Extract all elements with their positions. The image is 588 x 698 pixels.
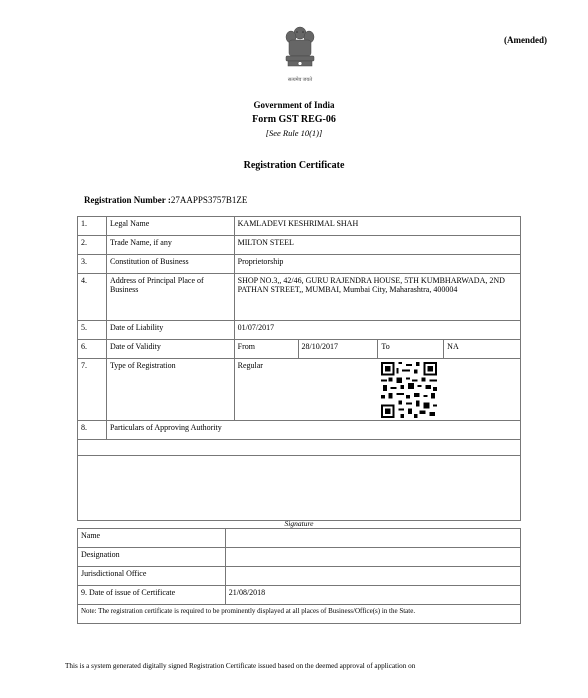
row-label: Particulars of Approving Authority bbox=[106, 421, 520, 440]
validity-from-label: From bbox=[234, 340, 298, 359]
certificate-details-table bbox=[77, 216, 521, 521]
validity-to-value: NA bbox=[444, 340, 521, 359]
authority-details-table bbox=[77, 528, 521, 624]
table-row bbox=[78, 321, 521, 340]
designation-value bbox=[225, 548, 520, 567]
jurisdictional-office-label: Jurisdictional Office bbox=[78, 567, 226, 586]
row-label: Type of Registration bbox=[106, 359, 234, 421]
table-row bbox=[78, 340, 521, 359]
issue-date-value: 21/08/2018 bbox=[225, 586, 520, 605]
row-label: Trade Name, if any bbox=[106, 236, 234, 255]
table-row bbox=[78, 255, 521, 274]
validity-from-value: 28/10/2017 bbox=[298, 340, 378, 359]
certificate-title: Registration Certificate bbox=[243, 160, 345, 171]
signature-row bbox=[78, 456, 521, 521]
table-row bbox=[78, 236, 521, 255]
table-row bbox=[78, 529, 521, 548]
name-value bbox=[225, 529, 520, 548]
address-value: SHOP NO.3,, 42/46, GURU RAJENDRA HOUSE, 5TH KUMBHARWADA, 2ND PATHAN STREET,, MUMBAI, Mumbai City, Maharashtra, 400004 bbox=[234, 274, 520, 321]
row-number: 6. bbox=[78, 340, 107, 359]
table-row bbox=[78, 548, 521, 567]
emblem-caption: सत्यमेव जयते bbox=[287, 78, 313, 83]
government-heading: Government of India bbox=[253, 100, 335, 110]
table-row bbox=[78, 421, 521, 440]
jurisdictional-office-value bbox=[225, 567, 520, 586]
table-row bbox=[78, 440, 521, 456]
row-label: Date of Validity bbox=[106, 340, 234, 359]
registration-number bbox=[84, 195, 247, 205]
table-row bbox=[78, 217, 521, 236]
form-heading: Form GST REG-06 bbox=[252, 114, 336, 125]
row-number: 8. bbox=[78, 421, 107, 440]
registration-type-value: Regular bbox=[237, 361, 263, 370]
registration-number-value: 27AAPPS3757B1ZE bbox=[170, 195, 248, 205]
qr-code-icon bbox=[381, 362, 437, 418]
row-number: 5. bbox=[78, 321, 107, 340]
registration-number-label: Registration Number : bbox=[84, 195, 171, 205]
validity-to-label: To bbox=[378, 340, 444, 359]
liability-date-value: 01/07/2017 bbox=[234, 321, 520, 340]
table-row bbox=[78, 274, 521, 321]
issue-date-label: 9. Date of issue of Certificate bbox=[78, 586, 226, 605]
row-label: Address of Principal Place of Business bbox=[106, 274, 234, 321]
constitution-value: Proprietorship bbox=[234, 255, 520, 274]
table-row bbox=[78, 567, 521, 586]
row-number: 1. bbox=[78, 217, 107, 236]
table-row bbox=[78, 605, 521, 624]
designation-label: Designation bbox=[78, 548, 226, 567]
blank-row bbox=[78, 440, 521, 456]
row-label: Date of Liability bbox=[106, 321, 234, 340]
signature-label: Signature bbox=[284, 519, 314, 528]
footer-text: This is a system generated digitally signed Registration Certificate issued based on the deemed approval of application on bbox=[65, 662, 416, 670]
registration-type-cell bbox=[234, 359, 520, 421]
trade-name-value: MILTON STEEL bbox=[234, 236, 520, 255]
signature-area bbox=[78, 456, 521, 521]
table-row bbox=[78, 586, 521, 605]
row-number: 3. bbox=[78, 255, 107, 274]
row-label: Legal Name bbox=[106, 217, 234, 236]
row-number: 7. bbox=[78, 359, 107, 421]
row-number: 2. bbox=[78, 236, 107, 255]
legal-name-value: KAMLADEVI KESHRIMAL SHAH bbox=[234, 217, 520, 236]
row-label: Constitution of Business bbox=[106, 255, 234, 274]
row-number: 4. bbox=[78, 274, 107, 321]
name-label: Name bbox=[78, 529, 226, 548]
rule-reference: [See Rule 10(1)] bbox=[265, 128, 323, 138]
display-note: Note: The registration certificate is required to be prominently displayed at all places of Business/Office(s) in the State. bbox=[78, 605, 521, 624]
table-row bbox=[78, 359, 521, 421]
national-emblem-icon bbox=[279, 26, 321, 78]
amended-label: (Amended) bbox=[504, 35, 547, 45]
